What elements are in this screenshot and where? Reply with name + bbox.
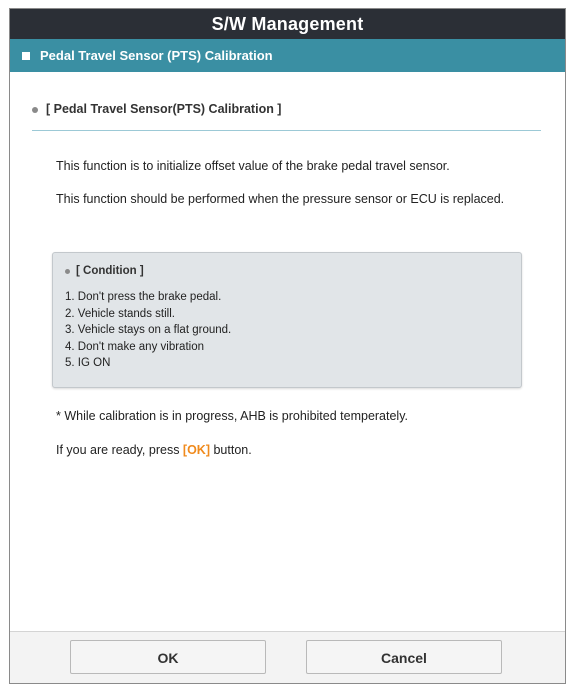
ok-highlight: [OK] (182, 443, 210, 457)
ready-instruction (56, 441, 535, 459)
square-bullet-icon (22, 52, 30, 60)
button-bar (10, 631, 565, 683)
ready-suffix: button. (210, 443, 252, 457)
condition-heading (65, 265, 144, 277)
condition-list (65, 289, 231, 372)
sw-management-window (9, 8, 566, 684)
requirement-paragraph: This function should be performed when the pressure sensor or ECU is replaced. (56, 192, 505, 206)
ready-prefix: If you are ready, press (56, 443, 183, 457)
ok-button[interactable]: OK (70, 640, 266, 674)
condition-item: 5. IG ON (65, 357, 111, 369)
condition-box (52, 252, 522, 388)
function-header (10, 39, 565, 72)
cancel-button[interactable]: Cancel (306, 640, 502, 674)
condition-item: 3. Vehicle stays on a flat ground. (65, 324, 232, 336)
window-title: S/W Management (10, 9, 565, 39)
content-area (10, 72, 565, 632)
condition-heading-text: [ Condition ] (76, 265, 144, 277)
dot-bullet-icon (65, 269, 70, 274)
condition-item: 1. Don't press the brake pedal. (65, 291, 222, 303)
warning-note: * While calibration is in progress, AHB is prohibited temperately. (56, 409, 409, 423)
dot-bullet-icon (32, 107, 38, 113)
function-header-title: Pedal Travel Sensor (PTS) Calibration (40, 48, 273, 63)
condition-item: 4. Don't make any vibration (65, 340, 204, 353)
condition-item: 2. Vehicle stands still. (65, 307, 175, 320)
section-heading (32, 102, 541, 131)
description-paragraph: This function is to initialize offset value of the brake pedal travel sensor. (56, 159, 450, 173)
section-heading-text: [ Pedal Travel Sensor(PTS) Calibration ] (46, 102, 282, 116)
